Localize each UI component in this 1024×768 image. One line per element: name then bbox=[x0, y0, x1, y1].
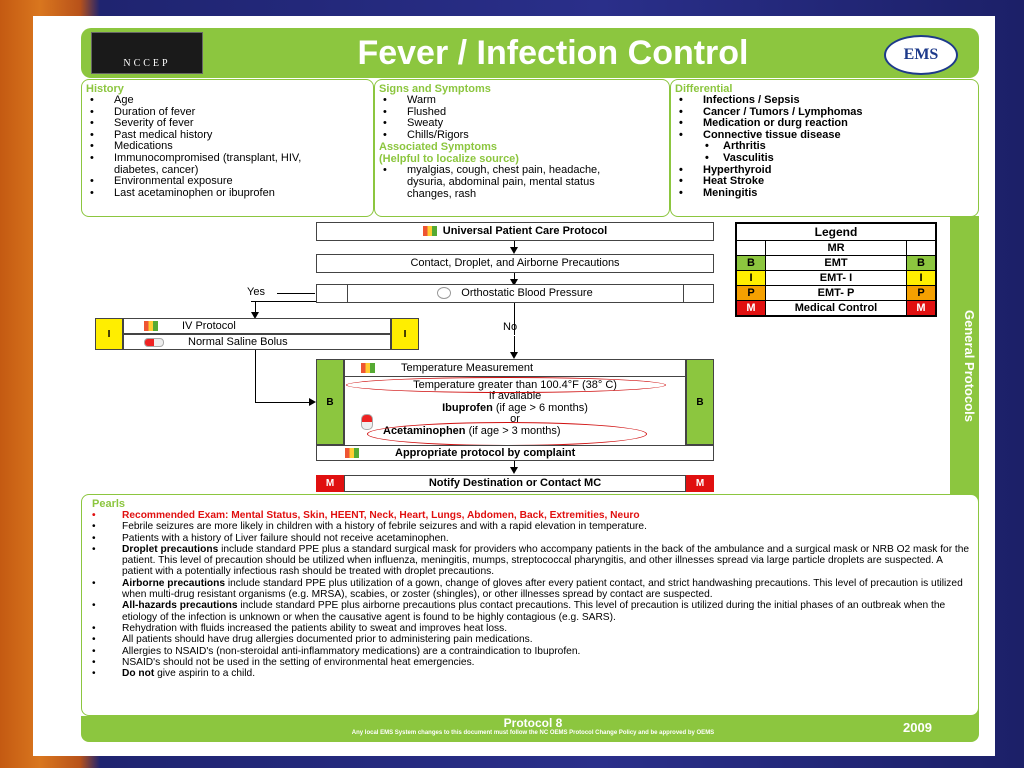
arrow-down-icon bbox=[510, 467, 518, 474]
list-item bbox=[82, 544, 978, 578]
legend-label: Medical Control bbox=[766, 301, 907, 317]
list-item: • Warm bbox=[379, 95, 665, 107]
legend-label: MR bbox=[766, 241, 907, 256]
differential-box bbox=[670, 79, 979, 217]
list-item: • Flushed bbox=[379, 107, 665, 119]
emt-i-badge: I bbox=[391, 318, 419, 350]
list-item: • Medications bbox=[86, 141, 369, 153]
saline-label: Normal Saline Bolus bbox=[188, 336, 288, 348]
list-item: • Age bbox=[86, 95, 369, 107]
universal-label: Universal Patient Care Protocol bbox=[442, 225, 608, 237]
do-not-text: Do not bbox=[122, 668, 155, 680]
list-item bbox=[82, 578, 978, 601]
orthostatic-label: Orthostatic Blood Pressure bbox=[461, 287, 593, 299]
medical-control-badge: M bbox=[316, 475, 344, 492]
legend-badge: M bbox=[736, 301, 766, 317]
list-item: • Patients with a history of Liver failure should not receive acetaminophen. bbox=[82, 533, 978, 544]
differential-heading: Differential bbox=[675, 83, 733, 95]
ibuprofen-label: Ibuprofen bbox=[442, 402, 493, 414]
orthostatic-box bbox=[316, 284, 714, 303]
highlight-ellipse bbox=[367, 422, 647, 446]
ems-logo bbox=[884, 35, 958, 75]
list-item: • All patients should have drug allergies documented prior to administering pain medications. bbox=[82, 634, 978, 645]
acetaminophen-label: Acetaminophen bbox=[383, 425, 466, 437]
list-item: • Infections / Sepsis bbox=[675, 95, 974, 107]
legend-label: EMT- I bbox=[766, 271, 907, 286]
list-item: • Vasculitis bbox=[675, 153, 974, 165]
footer-note: Any local EMS System changes to this document must follow the NC OEMS Protocol Change Policy and be approved by OEMS bbox=[351, 730, 715, 736]
acetaminophen-age: (if age > 3 months) bbox=[465, 425, 561, 437]
pearls-box bbox=[81, 494, 979, 716]
list-item: • Sweaty bbox=[379, 118, 665, 130]
temp-measure-label: Temperature Measurement bbox=[401, 362, 534, 374]
legend-badge: I bbox=[907, 271, 937, 286]
legend-badge: B bbox=[907, 256, 937, 271]
temp-greater-label: Temperature greater than 100.4°F (38° C) bbox=[413, 379, 617, 391]
list-item: • Heat Stroke bbox=[675, 176, 974, 188]
yes-label: Yes bbox=[247, 286, 265, 298]
hazards-heading: All-hazards precautions bbox=[122, 600, 238, 612]
list-item: • Severity of fever bbox=[86, 118, 369, 130]
legend-badge: I bbox=[736, 271, 766, 286]
aspirin-text: give aspirin to a child. bbox=[154, 668, 256, 680]
list-item: • Duration of fever bbox=[86, 107, 369, 119]
list-item: • Medication or durg reaction bbox=[675, 118, 974, 130]
list-item bbox=[82, 668, 978, 679]
list-item: • Environmental exposure bbox=[86, 176, 369, 188]
notify-box: Notify Destination or Contact MC bbox=[344, 475, 686, 492]
signs-heading: Signs and Symptoms bbox=[379, 83, 491, 95]
list-item: • Hyperthyroid bbox=[675, 165, 974, 177]
appropriate-label: Appropriate protocol by complaint bbox=[395, 447, 576, 459]
appropriate-protocol-box bbox=[316, 445, 714, 461]
list-item: • Past medical history bbox=[86, 130, 369, 142]
arrow-down-icon bbox=[510, 247, 518, 254]
list-item: • Allergies to NSAID's (non-steroidal anti-inflammatory medications) are a contraindication to Ibuprofen. bbox=[82, 646, 978, 657]
history-list bbox=[86, 95, 369, 199]
list-item: • Chills/Rigors bbox=[379, 130, 665, 142]
airborne-heading: Airborne precautions bbox=[122, 577, 226, 589]
list-item: • Last acetaminophen or ibuprofen bbox=[86, 188, 369, 200]
iv-protocol-box bbox=[123, 318, 391, 334]
legend-badge: B bbox=[736, 256, 766, 271]
protocol-grid-icon bbox=[345, 448, 359, 458]
saline-box bbox=[123, 334, 391, 350]
highlight-ellipse bbox=[346, 377, 666, 393]
list-item: • Arthritis bbox=[675, 141, 974, 153]
temp-measure-row bbox=[345, 360, 685, 377]
protocol-sheet bbox=[33, 16, 995, 756]
differential-list bbox=[675, 95, 974, 199]
history-heading: History bbox=[86, 83, 124, 95]
nccep-logo-text: NCCEP bbox=[123, 58, 171, 69]
list-item: • Recommended Exam: Mental Status, Skin, HEENT, Neck, Heart, Lungs, Abdomen, Back, Extremities, Neuro bbox=[82, 510, 978, 521]
protocol-number: Protocol 8 bbox=[503, 716, 563, 730]
list-item bbox=[82, 600, 978, 623]
connector bbox=[277, 293, 315, 294]
precautions-label: Contact, Droplet, and Airborne Precautions bbox=[410, 257, 620, 269]
connector bbox=[255, 402, 311, 403]
history-box bbox=[81, 79, 374, 217]
legend-label: EMT bbox=[766, 256, 907, 271]
assoc-subheading: (Helpful to localize source) bbox=[379, 153, 519, 166]
protocol-grid-icon bbox=[423, 226, 437, 236]
divider bbox=[315, 284, 348, 303]
footer-year: 2009 bbox=[903, 720, 932, 735]
signs-list bbox=[379, 95, 665, 141]
pill-icon bbox=[361, 414, 373, 430]
connector bbox=[251, 301, 316, 302]
legend-badge: P bbox=[907, 286, 937, 301]
connector bbox=[514, 336, 515, 352]
list-item: • Febrile seizures are more likely in children with a history of febrile seizures and with a rapid elevation in temperature. bbox=[82, 521, 978, 532]
ibuprofen-age: (if age > 6 months) bbox=[492, 402, 588, 414]
side-label: General Protocols bbox=[962, 310, 977, 422]
list-item: • Meningitis bbox=[675, 188, 974, 200]
stethoscope-icon bbox=[437, 287, 451, 299]
legend-badge: P bbox=[736, 286, 766, 301]
list-item: • myalgias, cough, chest pain, headache, dysuria, abdominal pain, mental status changes, rash bbox=[379, 165, 665, 200]
legend-badge bbox=[736, 241, 766, 256]
list-item: • Rehydration with fluids increased the patients ability to sweat and improves heat loss. bbox=[82, 623, 978, 634]
legend-table bbox=[735, 222, 937, 317]
protocol-grid-icon bbox=[361, 363, 375, 373]
arrow-down-icon bbox=[510, 352, 518, 359]
droplet-heading: Droplet precautions bbox=[122, 543, 219, 555]
pill-icon bbox=[144, 338, 164, 347]
emt-b-badge: B bbox=[686, 359, 714, 445]
protocol-grid-icon bbox=[144, 321, 158, 331]
arrow-right-icon bbox=[309, 398, 316, 406]
list-item: • Immunocompromised (transplant, HIV, diabetes, cancer) bbox=[86, 153, 369, 176]
droplet-text: include standard PPE plus a standard surgical mask for providers who accompany patients in the back of the ambulance and a surgical mask or NRB O2 mask for the patient. This level of precaution should be utilized when influenza, meningitis, mumps, streptococcal pharyngitis, and other illnesses spread via large particle droplets are suspected. A patient with a potentially infectious rash should be treated with droplet precautions. bbox=[122, 543, 970, 578]
universal-protocol-box bbox=[316, 222, 714, 241]
list-item: • Cancer / Tumors / Lymphomas bbox=[675, 107, 974, 119]
legend-badge bbox=[907, 241, 937, 256]
list-item: • NSAID's should not be used in the setting of environmental heat emergencies. bbox=[82, 657, 978, 668]
airborne-text: include standard PPE plus utilization of a gown, change of gloves after every patient contact, and strict handwashing precautions. This level of precaution is utilized when multi-drug resistant organisms (e.g. MRSA), scabies, or zoster (shingles), or other illnesses spread by contact are suspected. bbox=[122, 577, 963, 601]
pearls-list bbox=[82, 510, 978, 679]
assoc-list bbox=[379, 165, 665, 200]
no-label: No bbox=[503, 321, 518, 333]
pearls-heading: Pearls bbox=[92, 498, 126, 510]
signs-box bbox=[374, 79, 670, 217]
emt-b-badge: B bbox=[316, 359, 344, 445]
legend-label: EMT- P bbox=[766, 286, 907, 301]
or-label: or bbox=[510, 413, 520, 425]
iv-label: IV Protocol bbox=[182, 320, 236, 332]
divider bbox=[683, 284, 715, 303]
ems-logo-text: EMS bbox=[903, 46, 939, 63]
precautions-box bbox=[316, 254, 714, 273]
list-item: • Connective tissue disease bbox=[675, 130, 974, 142]
nccep-logo bbox=[91, 32, 203, 74]
assoc-heading: Associated Symptoms bbox=[379, 141, 497, 154]
emt-i-badge: I bbox=[95, 318, 123, 350]
page-title: Fever / Infection Control bbox=[357, 34, 749, 72]
connector bbox=[255, 350, 256, 402]
if-available-label: If available bbox=[488, 390, 542, 402]
hazards-text: include standard PPE plus airborne precautions plus contact precautions. This level of precaution is utilized during the initial phases of an outbreak when the etiology of the infection is unknown or when the causative agent is found to be highly contagious (e.g. SARS). bbox=[122, 600, 946, 623]
legend-title: Legend bbox=[736, 223, 936, 241]
legend-badge: M bbox=[907, 301, 937, 317]
medical-control-badge: M bbox=[686, 475, 714, 492]
